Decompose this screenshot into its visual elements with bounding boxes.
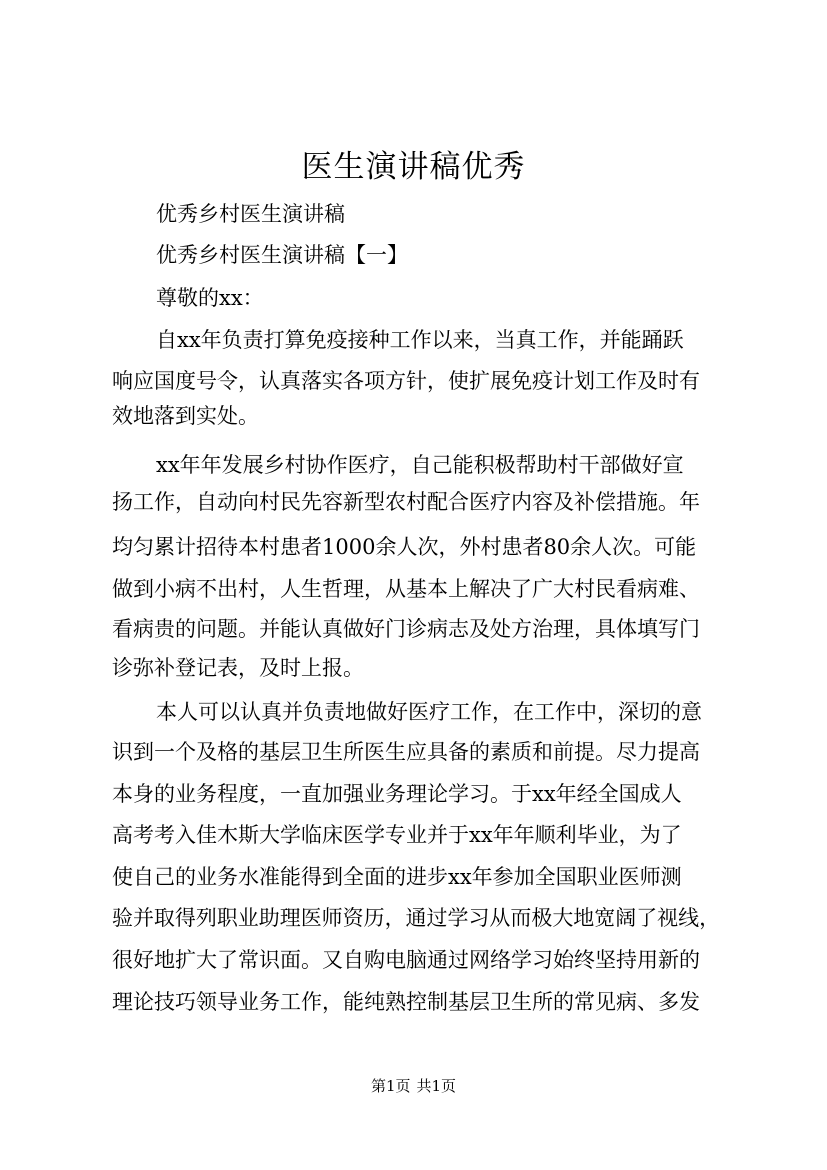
paragraph-line: 使自己的业务水准能得到全面的进步xx年参加全国职业医师测 [112, 865, 682, 889]
salutation: 尊敬的xx： [156, 286, 264, 310]
paragraph-line: 理论技巧领导业务工作，能纯熟控制基层卫生所的常见病、多发 [112, 990, 700, 1014]
paragraph-line: xx年年发展乡村协作医疗，自己能积极帮助村干部做好宣 [156, 453, 684, 477]
page-number: 第1页 [370, 1077, 411, 1095]
paragraph-line: 扬工作，自动向村民先容新型农村配合医疗内容及补偿措施。年 [112, 490, 700, 514]
paragraph-line: 本人可以认真并负责地做好医疗工作，在工作中，深切的意 [156, 700, 702, 724]
subtitle-line: 优秀乡村医生演讲稿 [156, 202, 345, 226]
paragraph-line: 自xx年负责打算免疫接种工作以来，当真工作，并能踊跃 [156, 328, 684, 352]
page-footer [0, 1076, 827, 1096]
paragraph-line: 验并取得列职业助理医师资历，通过学习从而极大地宽阔了视线， [112, 906, 721, 930]
paragraph-line: 做到小病不出村，人生哲理，从基本上解决了广大村民看病难、 [112, 577, 700, 601]
paragraph-line: 均匀累计招待本村患者1000余人次，外村患者80余人次。可能 [112, 535, 697, 559]
paragraph-line: 高考考入佳木斯大学临床医学专业并于xx年年顺利毕业，为了 [112, 823, 682, 847]
document-title: 医生演讲稿优秀 [301, 149, 526, 185]
section-heading: 优秀乡村医生演讲稿【一】 [156, 243, 408, 267]
paragraph-line: 本身的业务程度，一直加强业务理论学习。于xx年经全国成人 [112, 782, 682, 806]
paragraph-line: 响应国度号令，认真落实各项方针，使扩展免疫计划工作及时有 [112, 369, 700, 393]
paragraph-line: 诊弥补登记表，及时上报。 [112, 656, 364, 680]
paragraph-line: 识到一个及格的基层卫生所医生应具备的素质和前提。尽力提高 [112, 740, 700, 764]
page-total: 共1页 [416, 1077, 457, 1095]
paragraph-line: 看病贵的问题。并能认真做好门诊病志及处方治理，具体填写门 [112, 617, 700, 641]
paragraph-line: 效地落到实处。 [112, 404, 259, 428]
paragraph-line: 很好地扩大了常识面。又自购电脑通过网络学习始终坚持用新的 [112, 948, 700, 972]
